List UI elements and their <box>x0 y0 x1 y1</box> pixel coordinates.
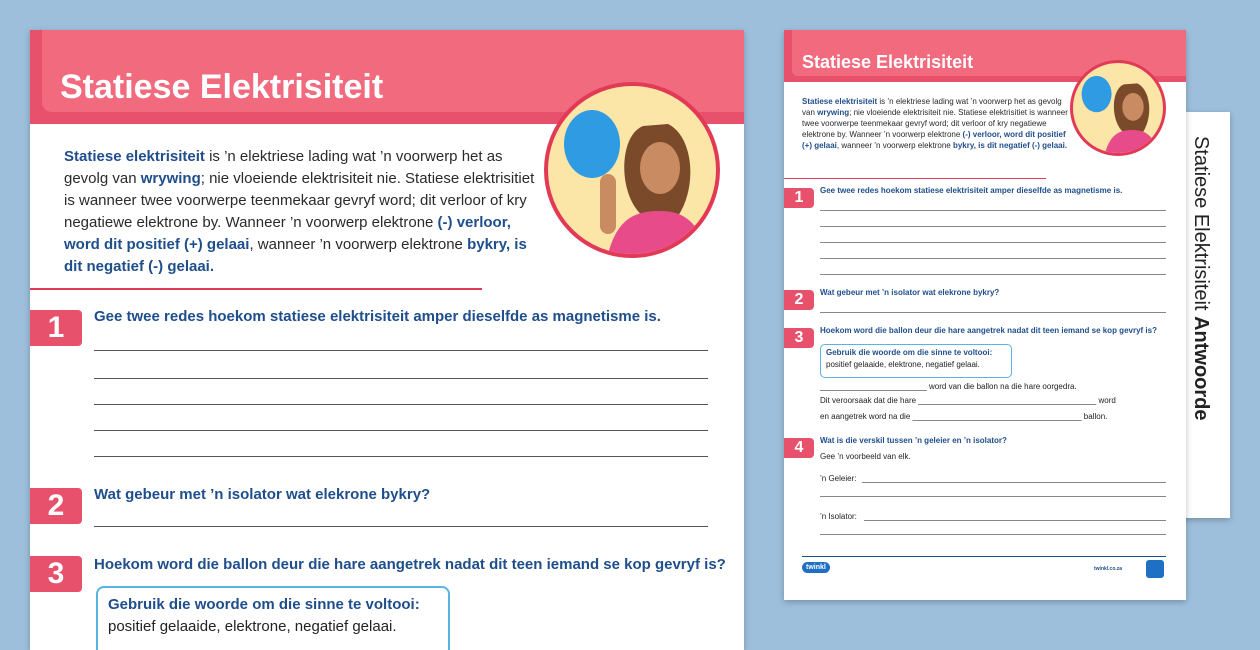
answer-line <box>820 242 1166 243</box>
q4-subtext: Gee ’n voorbeeld van elk. <box>820 452 911 461</box>
question-number-3-small: 3 <box>784 328 814 348</box>
answer-line <box>820 226 1166 227</box>
page-title: Statiese Elektrisiteit <box>60 68 384 106</box>
answer-line <box>94 526 708 527</box>
question-1-text-small: Gee twee redes hoekom statiese elektrisiteit amper dieselfde as magnetisme is. <box>820 186 1123 195</box>
footer-rule <box>802 556 1166 557</box>
question-number-3: 3 <box>30 556 82 592</box>
q3-sentence-3: en aangetrek word na die ______________________________________ ballon. <box>820 412 1108 421</box>
question-1-text: Gee twee redes hoekom statiese elektrisiteit amper dieselfde as magnetisme is. <box>94 308 661 325</box>
question-number-1: 1 <box>30 310 82 346</box>
answer-sheet-label: Statiese Elektrisiteit Antwoorde <box>1190 136 1212 421</box>
answer-line <box>94 404 708 405</box>
hint-words: positief gelaaide, elektrone, negatief gelaai. <box>108 618 397 635</box>
divider <box>30 288 482 290</box>
girl-balloon-illustration-small <box>1070 60 1166 156</box>
answer-line <box>820 534 1166 535</box>
answer-line <box>820 274 1166 275</box>
worksheet-full <box>784 30 1186 600</box>
badge-icon <box>1146 560 1164 578</box>
question-3-text: Hoekom word die ballon deur die hare aangetrek nadat dit teen iemand se kop gevryf is? <box>94 556 726 573</box>
footer-tag: twinkl.co.za <box>1094 566 1123 572</box>
answer-line <box>820 258 1166 259</box>
hint-title: Gebruik die woorde om die sinne te voltooi: <box>108 596 420 613</box>
hint-box-small <box>820 344 1012 378</box>
answer-line <box>94 456 708 457</box>
girl-balloon-illustration <box>544 82 720 258</box>
page-title-small: Statiese Elektrisiteit <box>802 52 974 72</box>
question-number-4-small: 4 <box>784 438 814 458</box>
hint-title: Gebruik die woorde om die sinne te voltooi: <box>826 348 993 357</box>
twinkl-logo: twinkl <box>802 562 830 573</box>
intro-paragraph-small: Statiese elektrisiteit is ’n elektriese lading wat ’n voorwerp het as gevolg van wrywing; nie vloeiende elektrisiteit nie. Statiese elektrisitiet is wanneer twee voorwerpe teenmekaar gevryf word; dit verloor of kry negatiewe elektrone by. Wanneer ’n voorwerp elektrone (-) verloor, word dit positief (+) gelaai, wanneer ’n voorwerp elektrone bykry, is dit negatief (-) gelaai. <box>802 97 1068 150</box>
q3-sentence-2: Dit veroorsaak dat die hare ________________________________________ word <box>820 396 1116 405</box>
answer-line <box>820 210 1166 211</box>
q4-isolator-label: ’n Isolator: <box>820 512 857 521</box>
question-number-1-small: 1 <box>784 188 814 208</box>
answer-line <box>820 496 1166 497</box>
worksheet-zoomed <box>30 30 744 650</box>
question-2-text-small: Wat gebeur met ’n isolator wat elekrone bykry? <box>820 288 1000 297</box>
question-3-text-small: Hoekom word die ballon deur die hare aangetrek nadat dit teen iemand se kop gevryf is? <box>820 326 1157 335</box>
hint-words: positief gelaaide, elektrone, negatief gelaai. <box>826 360 980 369</box>
answer-line <box>862 482 1166 483</box>
q4-geleier-label: ’n Geleier: <box>820 474 857 483</box>
question-2-text: Wat gebeur met ’n isolator wat elekrone bykry? <box>94 486 431 503</box>
question-number-2-small: 2 <box>784 290 814 310</box>
intro-paragraph: Statiese elektrisiteit is ’n elektriese lading wat ’n voorwerp het as gevolg van wrywing; nie vloeiende elektrisiteit nie. Statiese elektrisitiet is wanneer twee voorwerpe teenmekaar gevryf word; dit verloor of kry negatiewe elektrone by. Wanneer ’n voorwerp elektrone (-) verloor, word dit positief (+) gelaai, wanneer ’n voorwerp elektrone bykry, is dit negatief (-) gelaai. <box>64 148 535 275</box>
answer-line <box>94 378 708 379</box>
answer-line <box>94 350 708 351</box>
answer-line <box>864 520 1166 521</box>
q3-sentence-1: ________________________ word van die ballon na die hare oorgedra. <box>820 382 1077 391</box>
answer-line <box>94 430 708 431</box>
answer-line <box>820 312 1166 313</box>
hint-box <box>96 586 450 650</box>
question-4-text-small: Wat is die verskil tussen ’n geleier en ’n isolator? <box>820 436 1007 445</box>
question-number-2: 2 <box>30 488 82 524</box>
divider <box>784 178 1046 179</box>
